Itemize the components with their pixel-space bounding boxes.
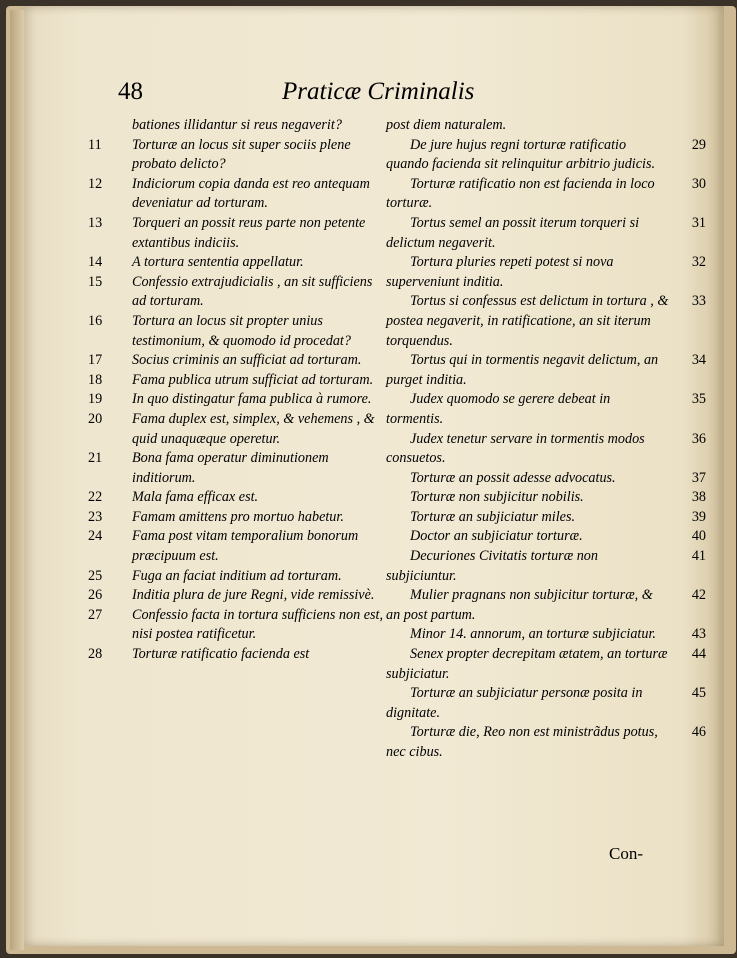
right-column bbox=[386, 116, 706, 763]
index-entry: bationes illidantur si reus negaverit? bbox=[132, 117, 342, 133]
entry-number: 41 bbox=[691, 548, 706, 565]
index-entry bbox=[88, 488, 388, 508]
index-entry bbox=[88, 527, 388, 566]
index-entry bbox=[88, 371, 388, 391]
entry-number: 28 bbox=[88, 646, 103, 663]
entry-text: Torturæ an locus sit super sociis plene probato delicto? bbox=[132, 136, 351, 173]
entry-number: 24 bbox=[88, 528, 103, 545]
book-spine-edge bbox=[10, 10, 24, 950]
entry-text: Minor 14. annorum, an torturæ subjiciatur. bbox=[410, 626, 656, 643]
entry-text: Famam amittens pro mortuo habetur. bbox=[132, 508, 344, 525]
entry-number: 27 bbox=[88, 606, 103, 623]
entry-text: Torturæ an subjiciatur personæ posita in dignitate. bbox=[386, 685, 643, 721]
index-entry bbox=[386, 508, 706, 528]
entry-number: 15 bbox=[88, 273, 103, 290]
index-entry bbox=[386, 390, 706, 429]
entry-number: 42 bbox=[691, 587, 706, 604]
entry-text: A tortura sententia appellatur. bbox=[132, 254, 304, 271]
index-entry bbox=[386, 469, 706, 489]
entry-number: 12 bbox=[88, 175, 103, 192]
index-entry bbox=[386, 645, 706, 684]
entry-number: 45 bbox=[691, 685, 706, 702]
entry-text: Fama post vitam temporalium bonorum præcipuum est. bbox=[132, 528, 359, 565]
entry-number: 23 bbox=[88, 508, 103, 525]
entry-text: Tortura pluries repeti potest si nova superveniunt inditia. bbox=[386, 254, 614, 290]
entry-text: Fuga an faciat inditium ad torturam. bbox=[132, 567, 342, 584]
entry-text: Torturæ an possit adesse advocatus. bbox=[410, 469, 616, 486]
entry-text: Confessio extrajudicialis , an sit sufficiens ad torturam. bbox=[132, 273, 373, 310]
index-entry bbox=[386, 723, 706, 762]
entry-text: In quo distingatur fama publica à rumore. bbox=[132, 391, 372, 408]
index-entry bbox=[88, 645, 388, 665]
index-entry bbox=[88, 253, 388, 273]
entry-text: Tortus semel an possit iterum torqueri si delictum negaverit. bbox=[386, 214, 640, 251]
page-number: 48 bbox=[118, 78, 143, 105]
index-entry bbox=[386, 292, 706, 351]
entry-number: 16 bbox=[88, 312, 103, 329]
left-column bbox=[88, 116, 388, 665]
entry-number: 18 bbox=[88, 371, 103, 388]
entry-number: 40 bbox=[691, 528, 706, 545]
index-entry bbox=[88, 410, 388, 449]
running-title: Praticæ Criminalis bbox=[282, 78, 475, 105]
entry-text: Mala fama efficax est. bbox=[132, 489, 259, 506]
entry-text: Socius criminis an sufficiat ad torturam. bbox=[132, 352, 362, 369]
entry-number: 39 bbox=[691, 508, 706, 525]
entry-text: Torturæ ratificatio non est facienda in loco torturæ. bbox=[386, 175, 655, 212]
entry-text: Tortus si confessus est delictum in tortura , & postea negaverit, in ratificatione, an sit iterum torquendus. bbox=[386, 293, 669, 349]
index-entry bbox=[386, 488, 706, 508]
index-entry bbox=[88, 567, 388, 587]
entry-number: 32 bbox=[691, 254, 706, 271]
index-entry bbox=[88, 312, 388, 351]
index-entry bbox=[386, 351, 706, 390]
entry-text: Senex propter decrepitam ætatem, an torturæ subjiciatur. bbox=[386, 646, 668, 682]
entry-text: Tortus qui in tormentis negavit delictum, an purget inditia. bbox=[386, 352, 659, 388]
index-entry bbox=[386, 430, 706, 469]
entry-text: Mulier pragnans non subjicitur torturæ, & an post partum. bbox=[386, 587, 653, 623]
entry-number: 22 bbox=[88, 489, 103, 506]
entry-text: Bona fama operatur diminutionem inditiorum. bbox=[132, 450, 329, 486]
entry-number: 29 bbox=[691, 136, 706, 153]
entry-number: 34 bbox=[691, 352, 706, 369]
entry-text: Judex tenetur servare in tormentis modos consuetos. bbox=[386, 430, 645, 467]
index-entry bbox=[386, 214, 706, 253]
entry-number: 26 bbox=[88, 587, 103, 604]
entry-number: 13 bbox=[88, 214, 103, 231]
index-entry bbox=[386, 136, 706, 175]
entry-text: Torturæ non subjicitur nobilis. bbox=[410, 489, 584, 506]
entry-text: Doctor an subjiciatur torturæ. bbox=[410, 528, 583, 545]
entry-text: Decuriones Civitatis torturæ non subjiciuntur. bbox=[386, 548, 598, 584]
entry-text: Torturæ die, Reo non est ministrãdus potus, nec cibus. bbox=[386, 724, 658, 760]
entry-text: Judex quomodo se gerere debeat in tormentis. bbox=[386, 391, 611, 427]
index-entry bbox=[88, 606, 388, 645]
entry-text: Inditia plura de jure Regni, vide remissivè. bbox=[132, 587, 375, 604]
entry-number: 19 bbox=[88, 391, 103, 408]
entry-number: 43 bbox=[691, 626, 706, 643]
entry-number: 31 bbox=[691, 214, 706, 231]
entry-text: Confessio facta in tortura sufficiens non est, nisi postea ratificetur. bbox=[132, 606, 384, 643]
entry-text: Torturæ ratificatio facienda est bbox=[132, 646, 310, 663]
index-entry bbox=[88, 508, 388, 528]
entry-text: Indiciorum copia danda est reo antequam deveniatur ad torturam. bbox=[132, 175, 370, 212]
entry-number: 38 bbox=[691, 489, 706, 506]
index-entry bbox=[88, 586, 388, 606]
entry-number: 14 bbox=[88, 254, 103, 271]
entry-text: Torturæ an subjiciatur miles. bbox=[410, 508, 576, 525]
entry-number: 33 bbox=[691, 293, 706, 310]
entry-number: 46 bbox=[691, 724, 706, 741]
index-entry bbox=[88, 214, 388, 253]
index-entry bbox=[386, 586, 706, 625]
entry-number: 44 bbox=[691, 646, 706, 663]
entry-number: 35 bbox=[691, 391, 706, 408]
entry-number: 17 bbox=[88, 352, 103, 369]
index-entry: post diem naturalem. bbox=[386, 117, 507, 133]
index-entry bbox=[88, 136, 388, 175]
index-entry bbox=[386, 253, 706, 292]
entry-number: 37 bbox=[691, 469, 706, 486]
entry-number: 30 bbox=[691, 175, 706, 192]
index-entry bbox=[88, 273, 388, 312]
index-entry bbox=[88, 449, 388, 488]
entry-text: Fama publica utrum sufficiat ad torturam. bbox=[132, 371, 374, 388]
index-entry bbox=[386, 684, 706, 723]
index-entry bbox=[88, 351, 388, 371]
entry-text: Tortura an locus sit propter unius testimonium, & quomodo id procedat? bbox=[132, 312, 351, 349]
index-entry bbox=[386, 527, 706, 547]
entry-text: Torqueri an possit reus parte non petente extantibus indiciis. bbox=[132, 214, 366, 251]
index-entry bbox=[386, 175, 706, 214]
entry-text: Fama duplex est, simplex, & vehemens , & quid unaquæque operetur. bbox=[132, 410, 375, 447]
entry-number: 21 bbox=[88, 450, 103, 467]
entry-number: 11 bbox=[88, 136, 102, 153]
entry-text: De jure hujus regni torturæ ratificatio quando facienda sit relinquitur arbitrio judicis. bbox=[386, 136, 656, 173]
index-entry bbox=[386, 625, 706, 645]
index-entry bbox=[88, 390, 388, 410]
entry-number: 25 bbox=[88, 567, 103, 584]
catchword: Con- bbox=[609, 844, 643, 863]
entry-number: 36 bbox=[691, 430, 706, 447]
index-entry bbox=[386, 547, 706, 586]
index-entry bbox=[88, 175, 388, 214]
entry-number: 20 bbox=[88, 410, 103, 427]
